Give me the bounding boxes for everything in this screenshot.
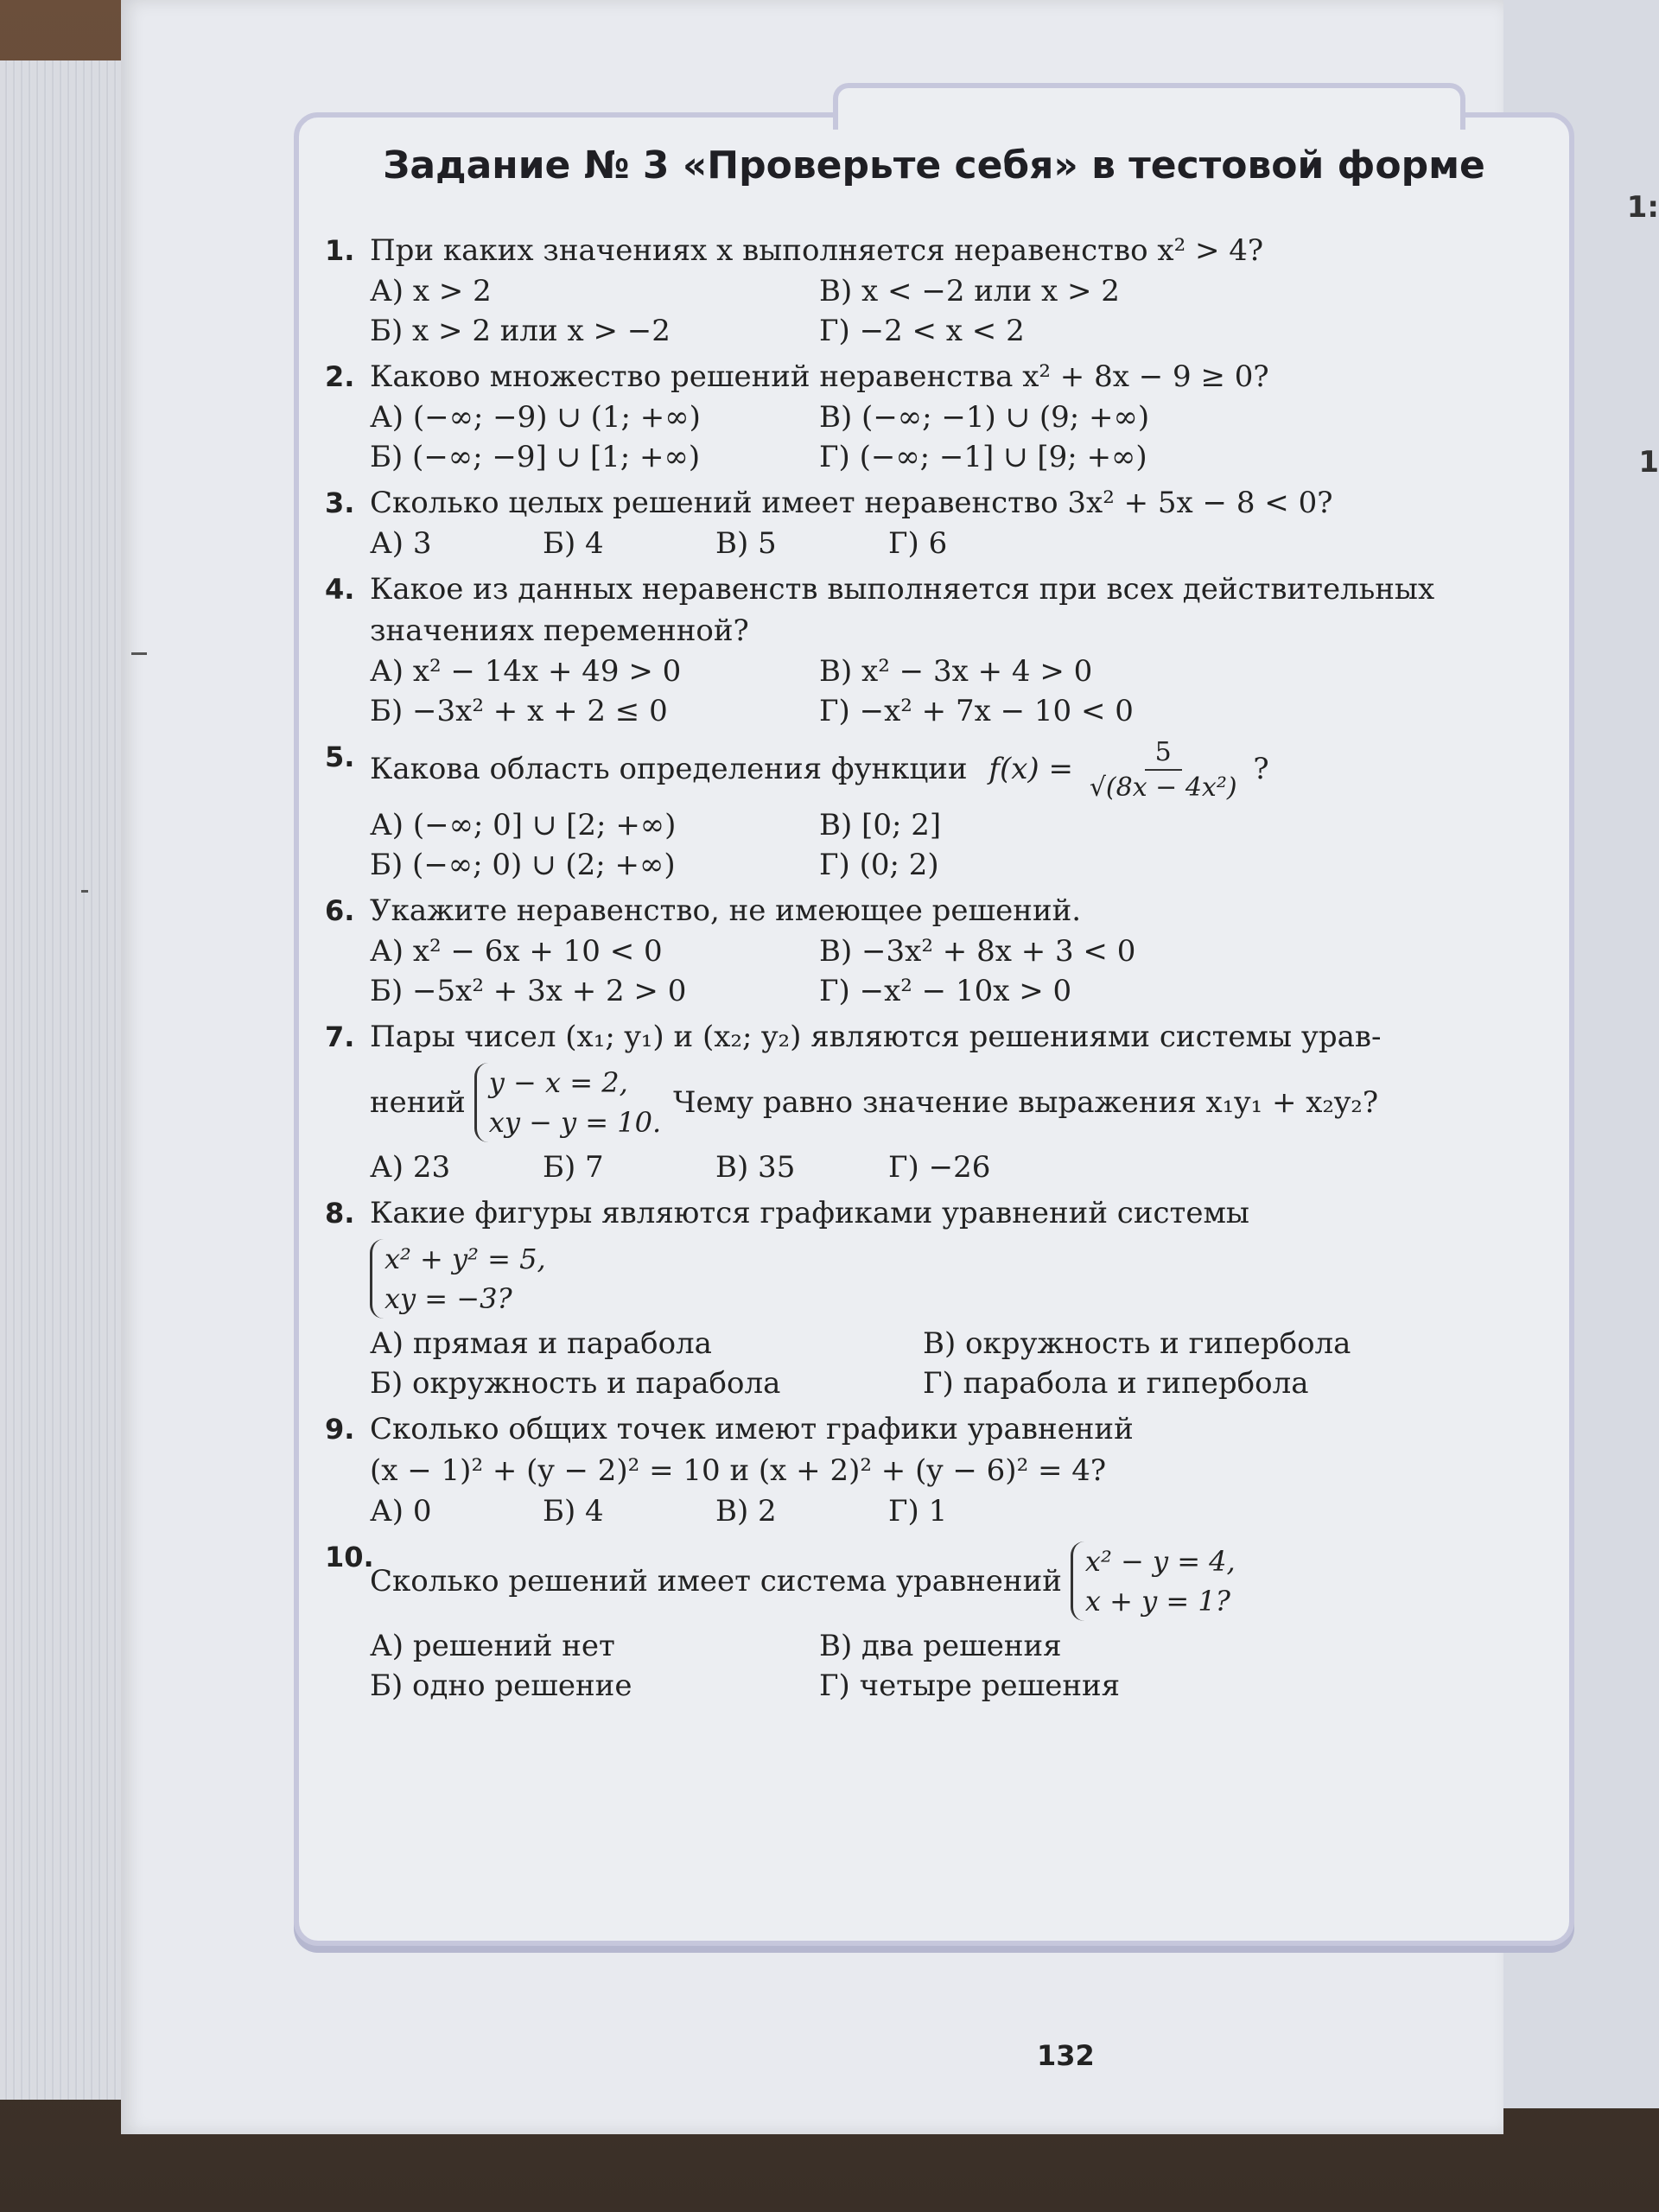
equation: x² + y² = 5, (385, 1243, 546, 1275)
answer-options (370, 397, 1535, 477)
answer-option: В) (−∞; −1) ∪ (9; +∞) (819, 400, 1150, 435)
answer-option: В) 5 (715, 526, 777, 561)
answer-option: Г) −x² − 10x > 0 (819, 974, 1072, 1008)
answer-option: Б) −3x² + x + 2 ≤ 0 (370, 694, 668, 728)
equation: x² − y = 4, (1084, 1545, 1236, 1578)
answer-options (370, 1324, 1535, 1403)
answer-option: А) 3 (370, 526, 432, 561)
answer-options (370, 271, 1535, 351)
question-number: 8. (325, 1197, 355, 1230)
question-2 (325, 356, 1535, 477)
equation-system (474, 1063, 661, 1142)
question-text: При каких значениях x выполняется неравенство x² > 4? (370, 233, 1264, 268)
answer-option: А) (−∞; −9) ∪ (1; +∞) (370, 400, 701, 435)
answer-options (370, 931, 1535, 1011)
question-5 (325, 736, 1535, 885)
system-row (370, 1536, 1535, 1626)
answer-option: А) прямая и парабола (370, 1326, 712, 1361)
answer-option: В) окружность и гипербола (923, 1326, 1351, 1361)
equation-system (1071, 1541, 1236, 1621)
answer-option: Г) −x² + 7x − 10 < 0 (819, 694, 1134, 728)
question-7 (325, 1016, 1535, 1187)
answer-option: Г) −26 (888, 1150, 991, 1185)
side-number-bottom: 1 (1638, 445, 1659, 480)
system-prefix: нений (370, 1085, 466, 1120)
equation: y − x = 2, (488, 1066, 628, 1099)
answer-option: В) 35 (715, 1150, 796, 1185)
question-list (325, 230, 1535, 1711)
question-number: 5. (325, 741, 355, 773)
answer-option: В) два решения (819, 1629, 1062, 1663)
answer-option: Б) 4 (543, 526, 604, 561)
answer-option: Г) (−∞; −1] ∪ [9; +∞) (819, 440, 1147, 474)
answer-options (370, 1491, 1535, 1531)
question-text: Какие фигуры являются графиками уравнений системы (370, 1196, 1249, 1230)
question-1 (325, 230, 1535, 351)
function-fraction (1090, 736, 1237, 805)
side-number-top: 1: (1626, 190, 1659, 225)
answer-option: Б) −5x² + 3x + 2 > 0 (370, 974, 687, 1008)
answer-options (370, 524, 1535, 563)
answer-option: А) x > 2 (370, 274, 492, 308)
answer-options (370, 652, 1535, 731)
fraction-numerator: 5 (1145, 736, 1182, 771)
question-6 (325, 890, 1535, 1011)
answer-options (370, 805, 1535, 885)
question-prompt: Какова область определения функции (370, 752, 968, 786)
system-row (370, 1058, 1535, 1147)
question-equations: (x − 1)² + (y − 2)² = 10 и (x + 2)² + (y − 6)² = 4? (370, 1453, 1107, 1488)
question-text: Сколько общих точек имеют графики уравнений (370, 1412, 1134, 1446)
question-number: 10. (325, 1541, 374, 1573)
question-number: 7. (325, 1020, 355, 1053)
question-number: 6. (325, 894, 355, 927)
margin-mark (131, 652, 147, 655)
equation: x + y = 1? (1084, 1585, 1230, 1618)
book-page (121, 0, 1503, 2134)
answer-option: А) (−∞; 0] ∪ [2; +∞) (370, 808, 677, 842)
question-text: Каково множество решений неравенства x² + 8x − 9 ≥ 0? (370, 359, 1269, 394)
equation: xy = −3? (385, 1282, 512, 1315)
question-tail: Чему равно значение выражения x₁y₁ + x₂y₂? (673, 1085, 1379, 1120)
question-number: 2. (325, 360, 355, 393)
question-number: 1. (325, 234, 355, 267)
answer-option: А) x² − 14x + 49 > 0 (370, 654, 682, 689)
answer-option: Б) одно решение (370, 1669, 632, 1703)
question-text: Укажите неравенство, не имеющее решений. (370, 893, 1082, 928)
question-text: Пары чисел (x₁; y₁) и (x₂; y₂) являются решениями системы урав- (370, 1020, 1382, 1054)
answer-option: А) 0 (370, 1494, 432, 1529)
answer-option: Г) четыре решения (819, 1669, 1121, 1703)
answer-option: Г) −2 < x < 2 (819, 314, 1025, 348)
question-number: 4. (325, 573, 355, 606)
answer-option: Б) 4 (543, 1494, 604, 1529)
page-number: 132 (1037, 2039, 1095, 2072)
question-8 (325, 1192, 1535, 1403)
question-text: Какое из данных неравенств выполняется при всех действительных значениях переменной? (370, 572, 1435, 648)
answer-option: Б) окружность и парабола (370, 1366, 781, 1401)
test-box (294, 112, 1574, 1946)
answer-option: Б) x > 2 или x > −2 (370, 314, 671, 348)
fraction-denominator: √(8x − 4x²) (1089, 772, 1237, 803)
answer-option: Г) 1 (888, 1494, 948, 1529)
equation-system (370, 1239, 546, 1319)
answer-options (370, 1147, 1535, 1187)
question-9 (325, 1408, 1535, 1531)
margin-mark (81, 890, 88, 893)
answer-option: Г) (0; 2) (819, 848, 939, 882)
answer-option: В) −3x² + 8x + 3 < 0 (819, 934, 1136, 969)
equation: xy − y = 10. (488, 1106, 662, 1139)
answer-option: В) 2 (715, 1494, 777, 1529)
question-4 (325, 569, 1535, 731)
page-title: Задание № 3 «Проверьте себя» в тестовой форме (383, 143, 1485, 188)
function-tail: ? (1253, 752, 1269, 786)
question-10 (325, 1536, 1535, 1706)
question-number: 3. (325, 486, 355, 519)
answer-option: Г) 6 (888, 526, 948, 561)
answer-options (370, 1626, 1535, 1706)
answer-option: А) решений нет (370, 1629, 615, 1663)
test-box-tab (833, 83, 1465, 130)
answer-option: Б) (−∞; −9] ∪ [1; +∞) (370, 440, 701, 474)
answer-option: А) 23 (370, 1150, 451, 1185)
question-text: Сколько решений имеет система уравнений (370, 1564, 1062, 1599)
question-text (370, 736, 1535, 805)
answer-option: А) x² − 6x + 10 < 0 (370, 934, 663, 969)
answer-option: Б) 7 (543, 1150, 604, 1185)
question-3 (325, 482, 1535, 563)
system-row (370, 1234, 1535, 1324)
question-text: Сколько целых решений имеет неравенство 3x² + 5x − 8 < 0? (370, 486, 1333, 520)
answer-option: Г) парабола и гипербола (923, 1366, 1309, 1401)
function-lhs: f(x) = (988, 752, 1073, 786)
answer-option: В) [0; 2] (819, 808, 942, 842)
answer-option: В) x < −2 или x > 2 (819, 274, 1120, 308)
answer-option: В) x² − 3x + 4 > 0 (819, 654, 1093, 689)
answer-option: Б) (−∞; 0) ∪ (2; +∞) (370, 848, 676, 882)
question-number: 9. (325, 1413, 355, 1446)
